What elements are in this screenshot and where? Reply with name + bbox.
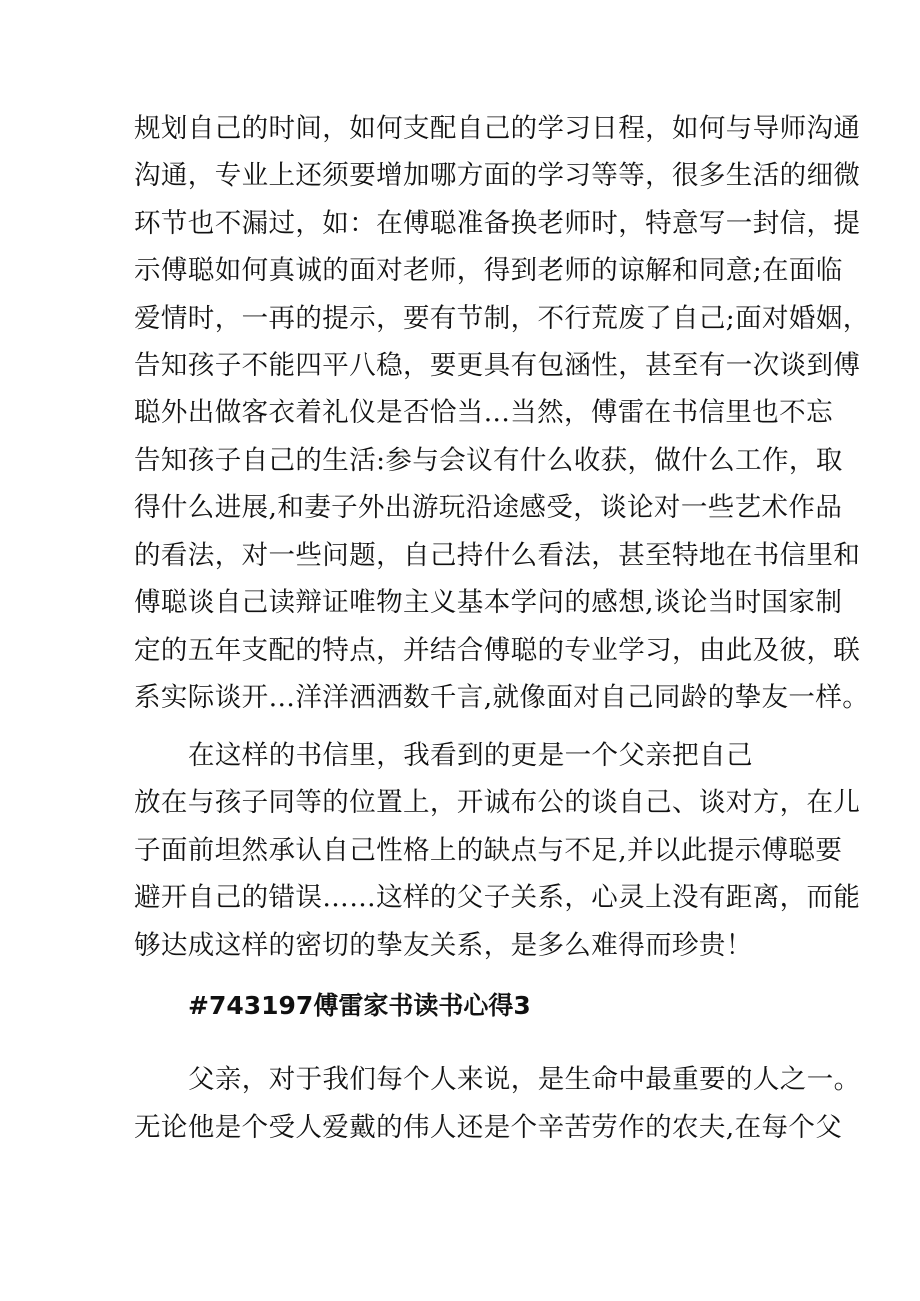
paragraph-2-line-2: 放在与孩子同等的位置上，开诚布公的谈自己、谈对方，在儿 xyxy=(134,787,861,818)
paragraph-1-line-10: 的看法，对一些问题，自己持什么看法，甚至特地在书信里和 xyxy=(134,540,861,571)
paragraph-1-line-5: 爱情时，一再的提示，要有节制，不行荒废了自己;面对婚姻， xyxy=(134,303,870,334)
paragraph-1-line-9: 得什么进展,和妻子外出游玩沿途感受，谈论对一些艺术作品 xyxy=(134,492,843,523)
paragraph-2-line-1: 在这样的书信里，我看到的更是一个父亲把自己 xyxy=(188,740,753,771)
paragraph-1-line-7: 聪外出做客衣着礼仪是否恰当...当然，傅雷在书信里也不忘 xyxy=(134,397,833,428)
paragraph-3-line-1: 父亲，对于我们每个人来说，是生命中最重要的人之一。 xyxy=(188,1064,861,1095)
paragraph-1-line-8: 告知孩子自己的生活:参与会议有什么收获，做什么工作，取 xyxy=(134,445,843,476)
paragraph-1-line-1: 规划自己的时间，如何支配自己的学习日程，如何与导师沟通 xyxy=(134,113,861,144)
paragraph-1-line-6: 告知孩子不能四平八稳，要更具有包涵性，甚至有一次谈到傅 xyxy=(134,350,861,381)
paragraph-1-line-11: 傅聪谈自己读辩证唯物主义基本学问的感想,谈论当时国家制 xyxy=(134,587,843,618)
paragraph-1-line-13: 系实际谈开…洋洋洒洒数千言,就像面对自己同龄的挚友一样。 xyxy=(134,682,870,713)
section-heading: #743197傅雷家书读书心得3 xyxy=(188,991,531,1020)
paragraph-2-line-4: 避开自己的错误……这样的父子关系，心灵上没有距离，而能 xyxy=(134,882,861,913)
paragraph-1-line-4: 示傅聪如何真诚的面对老师，得到老师的谅解和同意;在面临 xyxy=(134,255,843,286)
paragraph-1-line-3: 环节也不漏过，如：在傅聪准备换老师时，特意写一封信，提 xyxy=(134,208,861,239)
paragraph-1-line-2: 沟通，专业上还须要增加哪方面的学习等等，很多生活的细微 xyxy=(134,160,861,191)
paragraph-1-line-12: 定的五年支配的特点，并结合傅聪的专业学习，由此及彼，联 xyxy=(134,635,861,666)
paragraph-2-line-3: 子面前坦然承认自己性格上的缺点与不足,并以此提示傅聪要 xyxy=(134,835,843,866)
paragraph-2-line-5: 够达成这样的密切的挚友关系，是多么难得而珍贵！ xyxy=(134,930,753,961)
paragraph-3-line-2: 无论他是个受人爱戴的伟人还是个辛苦劳作的农夫,在每个父 xyxy=(134,1112,843,1143)
